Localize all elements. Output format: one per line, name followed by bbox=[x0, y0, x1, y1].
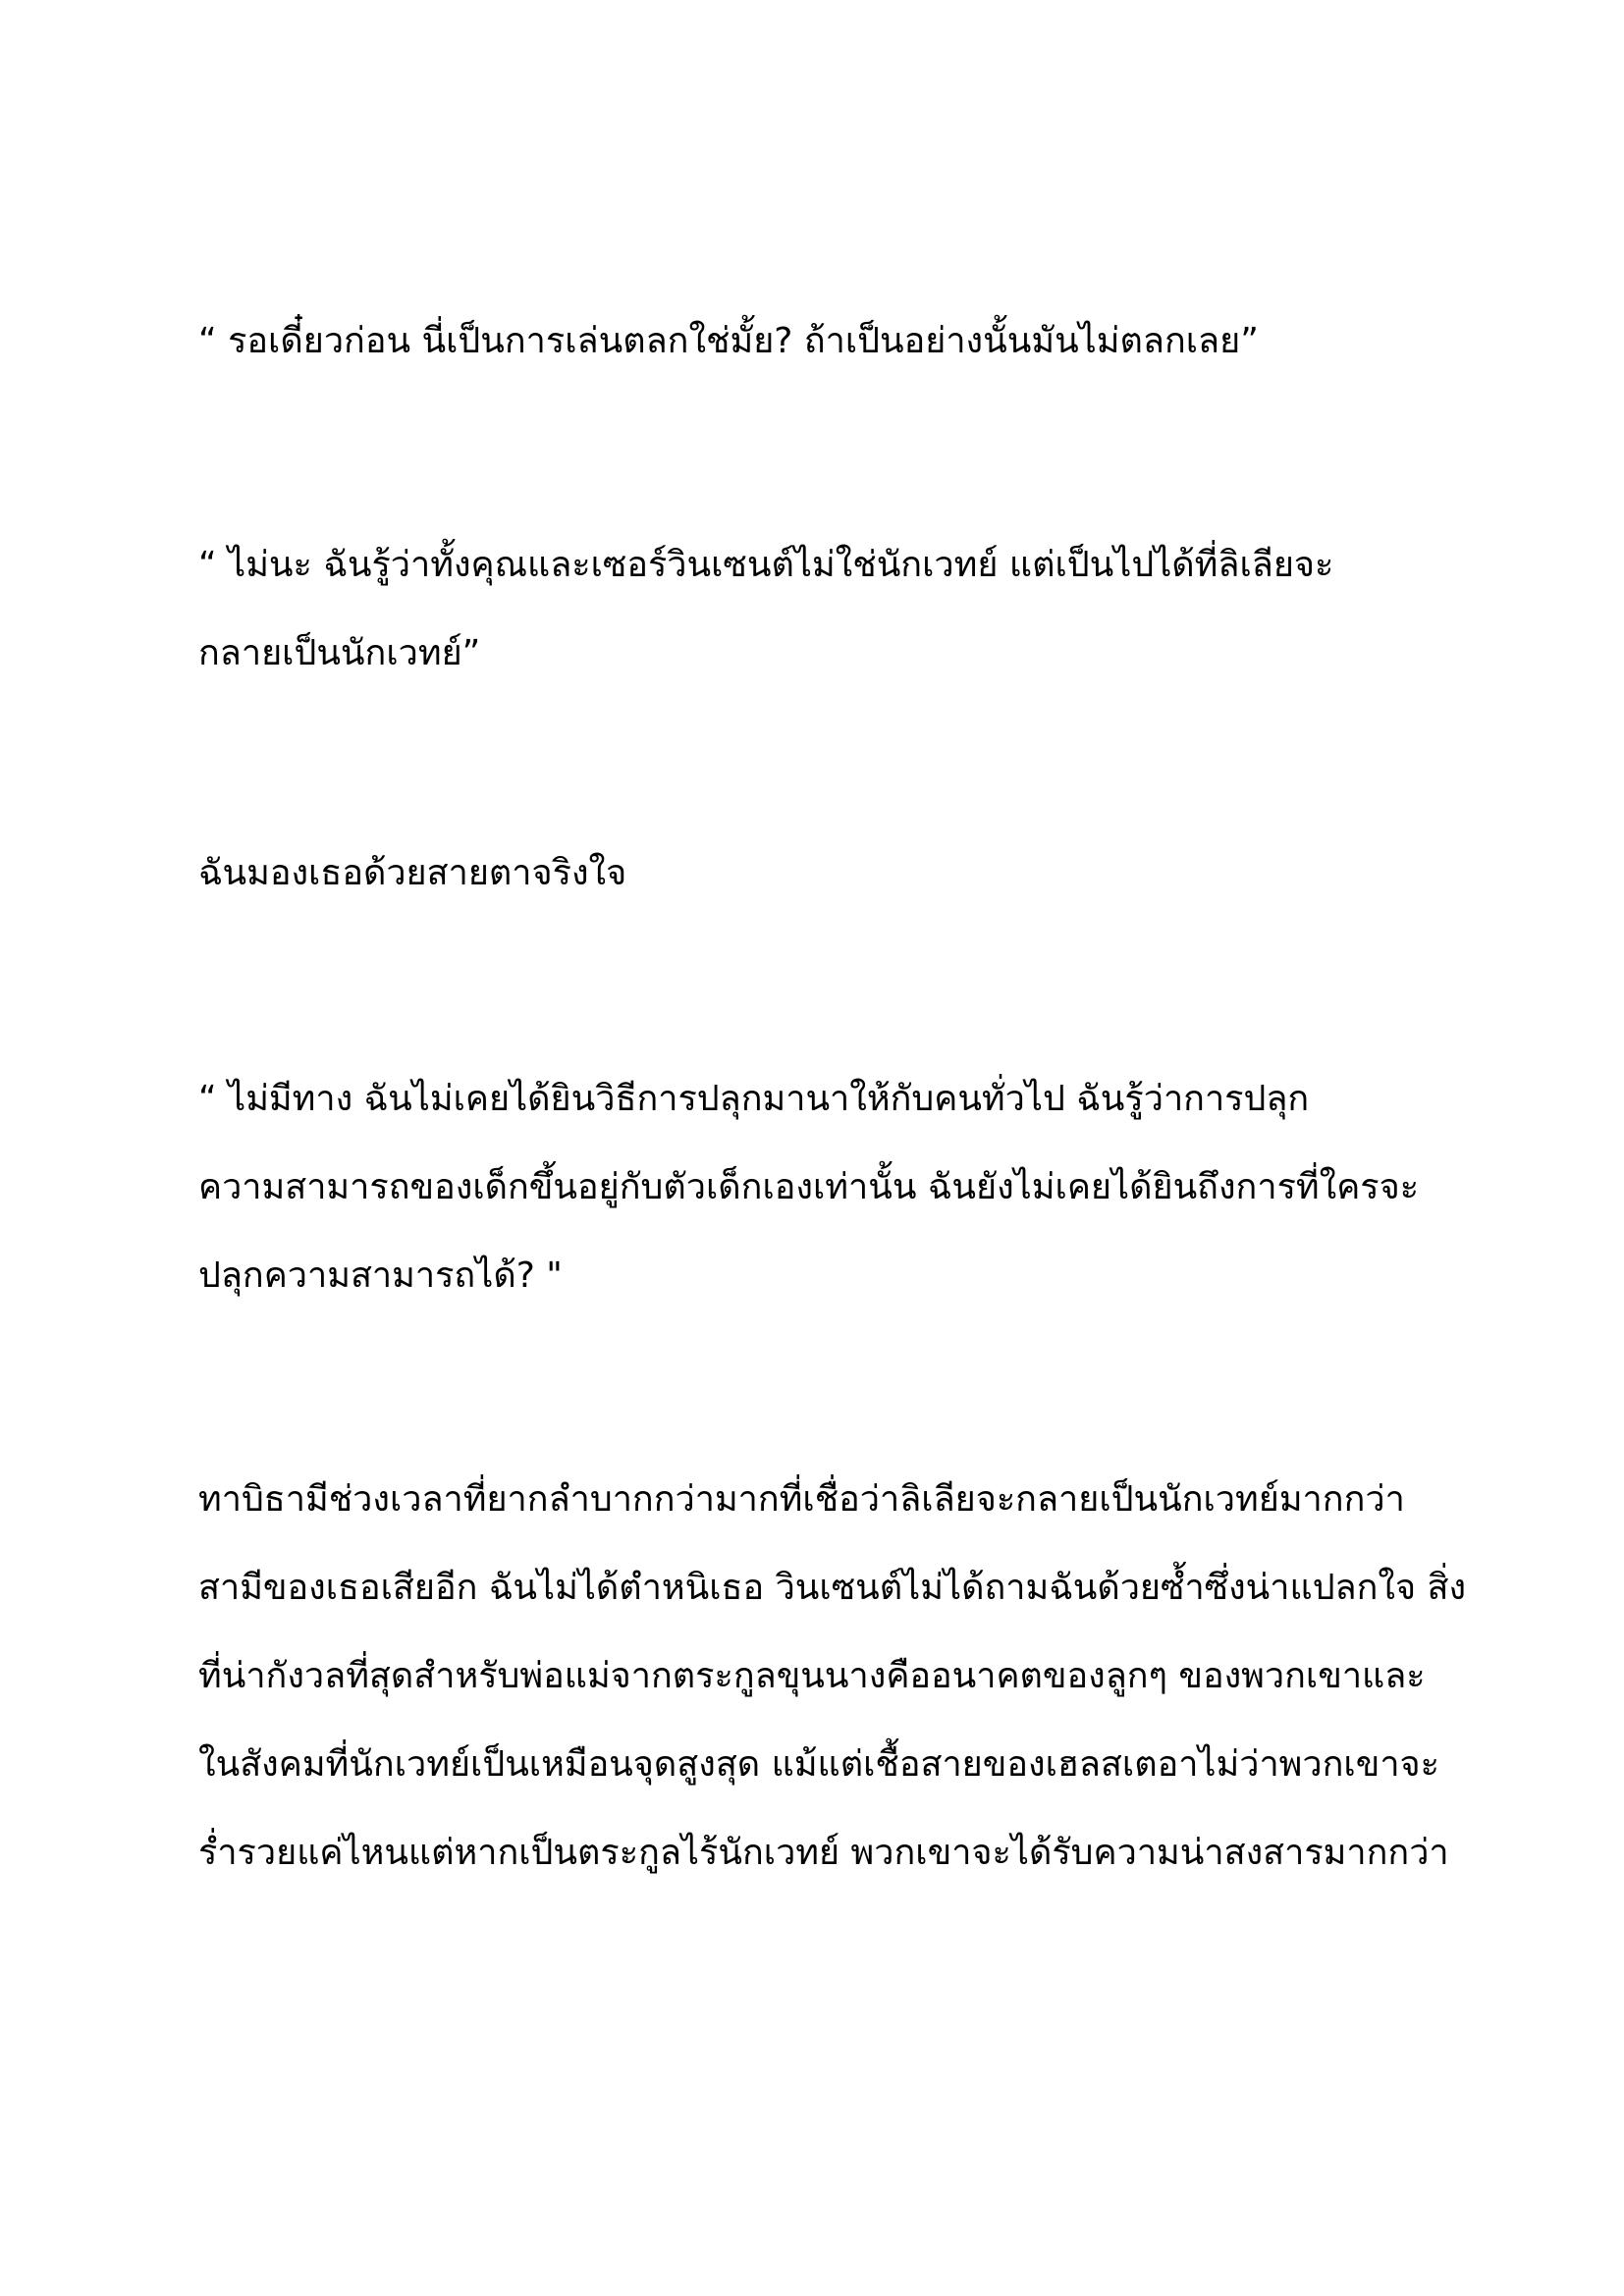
paragraph-2-line-1: “ ไม่นะ ฉันรู้ว่าทั้งคุณและเซอร์วินเซนต์ไม่ใช่นักเวทย์ แต่เป็นไปได้ที่ลิเลียจะ bbox=[198, 545, 1334, 585]
paragraph-5-line-3: ที่น่ากังวลที่สุดสำหรับพ่อแม่จากตระกูลขุนนางคืออนาคตของลูกๆ ของพวกเขาและ bbox=[198, 1656, 1426, 1696]
paragraph-5-line-5: ร่ำรวยแค่ไหนแต่หากเป็นตระกูลไร้นักเวทย์ พวกเขาจะได้รับความน่าสงสารมากกว่า bbox=[198, 1833, 1449, 1873]
paragraph-4-line-2: ความสามารถของเด็กขึ้นอยู่กับตัวเด็กเองเท่านั้น ฉันยังไม่เคยได้ยินถึงการที่ใครจะ bbox=[198, 1167, 1420, 1207]
paragraph-5-line-2: สามีของเธอเสียอีก ฉันไม่ได้ตำหนิเธอ วินเซนต์ไม่ได้ถามฉันด้วยซ้ำซึ่งน่าแปลกใจ สิ่ง bbox=[198, 1568, 1467, 1608]
paragraph-4-line-3: ปลุกความสามารถได้? " bbox=[198, 1255, 563, 1296]
paragraph-3-line-1: ฉันมองเธอด้วยสายตาจริงใจ bbox=[198, 853, 627, 893]
paragraph-2-line-2: กลายเป็นนักเวทย์” bbox=[198, 633, 481, 673]
paragraph-5-line-4: ในสังคมที่นักเวทย์เป็นเหมือนจุดสูงสุด แม้แต่เชื้อสายของเฮลสเตอาไม่ว่าพวกเขาจะ bbox=[198, 1744, 1439, 1785]
paragraph-5-line-1: ทาบิธามีช่วงเวลาที่ยากลำบากกว่ามากที่เชื่อว่าลิเลียจะกลายเป็นนักเวทย์มากกว่า bbox=[198, 1479, 1405, 1520]
paragraph-1-line-1: “ รอเดี๋ยวก่อน นี่เป็นการเล่นตลกใช่มั้ย? ถ้าเป็นอย่างนั้นมันไม่ตลกเลย” bbox=[198, 321, 1259, 361]
paragraph-4-line-1: “ ไม่มีทาง ฉันไม่เคยได้ยินวิธีการปลุกมานาให้กับคนทั่วไป ฉันรู้ว่าการปลุก bbox=[198, 1079, 1310, 1119]
